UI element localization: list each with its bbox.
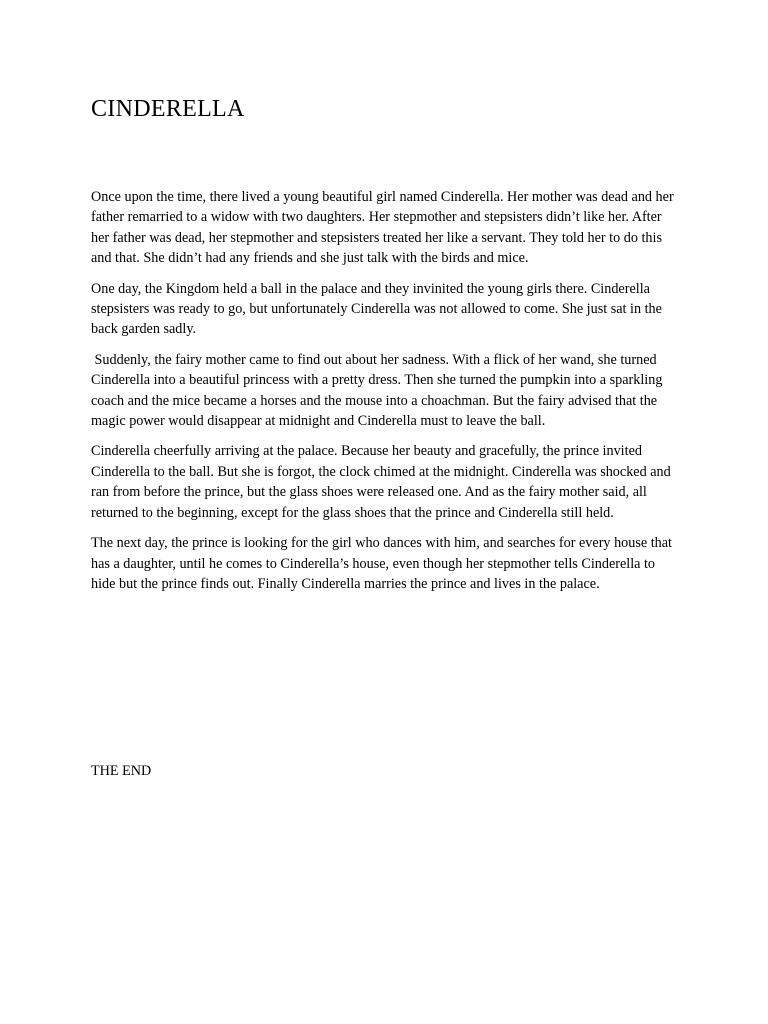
paragraph-3: Suddenly, the fairy mother came to find out about her sadness. With a flick of her wand, she turned Cinderella into a beautiful princess with a pretty dress. Then she turned the pumpkin into a sparkling coach and the mice became a horses and the mouse into a choachman. But the fairy advised that the magic power would disappear at midnight and Cinderella must to leave the ball. <box>91 351 666 430</box>
document-title: CINDERELLA <box>91 96 245 122</box>
paragraph-4: Cinderella cheerfully arriving at the palace. Because her beauty and gracefully, the prince invited Cinderella to the ball. But she is forgot, the clock chimed at the midnight. Cinderella was shocked and ran from before the prince, but the glass shoes were released one. And as the fairy mother said, all returned to the beginning, except for the glass shoes that the prince and Cinderella still held. <box>91 443 671 521</box>
paragraph-2: One day, the Kingdom held a ball in the palace and they invinited the young girls there. Cinderella stepsisters was ready to go, but unfortunately Cinderella was not allowed to come. She just sat in the back garden sadly. <box>91 280 662 338</box>
story-body <box>91 187 681 604</box>
ending-text: THE END <box>91 763 152 779</box>
paragraph-5: The next day, the prince is looking for the girl who dances with him, and searches for every house that has a daughter, until he comes to Cinderella’s house, even though her stepmother tells Cinderella to hide but the prince finds out. Finally Cinderella marries the prince and lives in the palace. <box>91 535 672 592</box>
paragraph-1: Once upon the time, there lived a young beautiful girl named Cinderella. Her mother was dead and her father remarried to a widow with two daughters. Her stepmother and stepsisters didn’t like her. After her father was dead, her stepmother and stepsisters treated her like a servant. They told her to do this and that. She didn’t had any friends and she just talk with the birds and mice. <box>91 189 674 267</box>
